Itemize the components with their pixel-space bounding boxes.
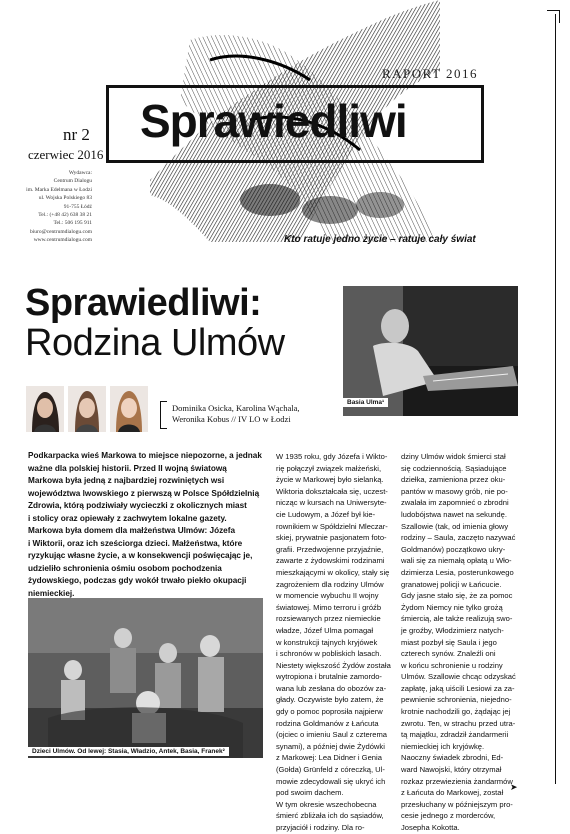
authors-line: Dominika Osicka, Karolina Wąchala, [172,403,300,413]
publisher-website[interactable]: www.centrumdialogu.com [33,237,92,244]
body-line: w końcu schronienie u rodziny [401,660,503,670]
author-portrait [110,386,148,432]
body-column-middle [276,451,393,834]
body-line: śmiercią, ale także realizują swo- [401,614,513,624]
lead-line: Markowa była jedną z najbardziej rozwiniętych wsi [28,476,225,485]
publisher-line: Tel.: (+48 42) 638 38 21 [38,212,92,219]
body-line: Gdy jasne stało się, że za pomoc [401,591,513,601]
body-line: w konstrukcji tajnych kryjówek [276,637,378,647]
article-subheadline: Rodzina Ulmów [25,322,285,364]
body-line: pewnienie schronienia, niejedno- [401,695,512,705]
issue-number: nr 2 [63,125,90,144]
body-line: dziełka, zamieniona przez oku- [401,475,506,485]
body-line: je groźby, Włodzimierz natych- [401,625,504,635]
publisher-line: Wydawca: [68,170,92,176]
body-line: Ulmów. Szallowie chcąc odzyskać [401,672,516,682]
body-line: Szallowie (tak, od imienia głowy [401,521,509,531]
body-line: cie Ludowym, a Józef był kie- [276,509,376,519]
body-line: W 1935 roku, gdy Józefa i Wikto- [276,452,388,461]
body-line: przyjaciół i rodziny. Dla ro- [276,823,365,832]
body-line: w momencie wybuchu II wojny [276,591,379,601]
body-line: Wiktoria dokształcała się, uczest- [276,486,388,496]
lead-paragraph [28,450,262,600]
body-line: ludobójstwa nawet na sekundę. [401,509,507,519]
article-headline: Sprawiedliwi: [25,282,262,324]
body-line: zwrotu. Ten, w strachu przed utra- [401,718,516,728]
lead-line: Markowa była domem dla małżeństwa Ulmów: Józefa [28,526,236,535]
body-line: (Gołda) Grünfeld z córeczką, Ul- [276,765,385,775]
body-line: rodzina Goldmanów z Łańcuta [276,718,379,728]
lead-line: żydowskiego, podczas gdy wokół trwało piekło okupacji [28,576,247,585]
body-line: W tym okresie wszechobecna [276,799,377,809]
report-label: RAPORT 2016 [382,66,479,81]
publisher-line: 91-755 Łódź [63,203,92,210]
body-line: nicząc w kursach na Uniwersyte- [276,498,387,508]
corner-crop-mark [547,10,560,23]
body-line: życie w Markowej było sielanką. [276,475,384,485]
publisher-email[interactable]: biuro@centrumdialogu.com [29,228,92,235]
body-line: rodziny – Saula, zaczęto nazywać [401,533,516,543]
body-line: głady. Oczywiste było zatem, że [276,695,384,705]
lead-line: ważne dla polskiej historii. Przed II wojną światową [28,463,227,473]
author-portrait [68,386,106,432]
body-line: władze, Józef Ulma pomagał [276,625,374,635]
body-line: zwalała im zapomnieć o zbrodni [401,498,509,508]
publisher-line: im. Marka Edelmana w Łodzi [26,186,92,193]
masthead-title: Sprawiedliwi [140,95,407,147]
body-line: z Łańcuta do Markowej, został [401,788,504,798]
body-line: cesie jednego z morderców, [401,811,496,821]
lead-line: województwa lwowskiego z pierwszą w Polsce Spółdzielnią [28,488,260,498]
body-line: Josepha Kokotta. [401,823,460,832]
lead-line: Zdrowia, którą podziwiały wycieczki z okolicznych miast [28,501,247,510]
body-line: ward Nawojski, który otrzymał [401,765,502,775]
issue-date: czerwiec 2016 [28,147,104,162]
authors-line: Weronika Kobus // IV LO w Łodzi [172,414,291,424]
publisher-line: ul. Wojska Polskiego 83 [38,195,92,202]
photo-ulma-children [28,598,263,758]
body-line: dziny Ulmów widok śmierci stał [401,452,506,461]
body-column-right [401,451,523,834]
body-line: i schronów w pobliskich lasach. [276,649,382,659]
lead-line: niemieckiej. [28,588,75,598]
body-line: Niestety większość Żydów została [276,660,391,670]
authors-credit [172,403,300,425]
body-line: (ojciec o imieniu Saul z czterema [276,730,387,740]
arrow-right-icon: ➤ [510,782,518,792]
author-portrait [26,386,64,432]
publisher-line: Centrum Dialogu [53,178,92,185]
body-line: mieszkającymi w okolicy, stały się [276,567,390,577]
body-line: przesłuchany w późniejszym pro- [401,799,513,809]
body-line: mowie zdecydowali się ukryć ich [276,776,386,786]
body-line: zawarte z żydowskimi rodzinami [276,556,385,566]
body-line: synami), a później dwie Żydówki [276,741,385,751]
body-line: gdy o pomoc poprosiła najpierw [276,707,383,717]
body-line: tą majątku, zdradził żandarmerii [401,730,509,740]
body-line: skiej, prywatnie pasjonatem foto- [276,533,387,543]
body-line: Żydom Niemcy nie tylko grożą [401,602,503,612]
lead-line: Podkarpacka wieś Markowa to miejsce niepozorne, a jednak [28,451,262,460]
page-border-line [555,14,556,784]
body-line: Goldmanów) początkowo ukry- [401,544,506,554]
body-line: dzimierza Lesia, posterunkowego [401,567,514,577]
tagline: Kto ratuje jedno życie – ratuje cały świat [284,234,476,245]
photo-basia-ulma [343,286,518,416]
lead-line: i stolicy oraz opiewały z zachwytem lokalne gazety. [28,513,227,523]
body-line: rozsiewanych przez niemieckie [276,614,381,624]
body-line: czterech synów. Znaleźli oni [401,649,496,659]
body-line: światowej. Mimo terroru i gróźb [276,602,382,612]
body-line: krotnie nachodzili go, żądając jej [401,707,511,717]
body-line: wali się za niemałą opłatą u Wło- [401,556,512,566]
body-line: śmierć zbliżała ich do sąsiadów, [276,811,384,821]
body-line: wana lub zesłana do obozów za- [276,683,387,693]
body-line: wytropiona i brutalnie zamordo- [276,672,382,682]
authors-bracket [160,401,167,429]
lead-line: udzieliło schronienia ośmiu osobom pochodzenia [28,563,222,573]
body-line: zapłatę, jaką uiścili Lesiowi za za- [401,683,515,693]
publisher-line: Tel.: 506 195 911 [53,220,92,227]
lead-line: ryzykując własne życie, a w konsekwencji poświęcając je, [28,551,253,560]
body-line: pod swoim dachem. [276,788,344,798]
body-line: rozkaz przewiezienia żandarmów [401,776,513,786]
body-line: Naoczny świadek zbrodni, Ed- [401,753,504,763]
body-line: granatowej policji w Łańcucie. [401,579,502,589]
body-line: miast pozbył się Saula i jego [401,637,497,647]
lead-line: i Wiktorii, oraz ich sześciorga dzieci. Małżeństwa, które [28,538,243,548]
body-line: rownikiem w Spółdzielni Mleczar- [276,521,388,531]
body-line: pantów w masowy grób, nie po- [401,486,508,496]
body-line: z Markowej: Lea Didner i Genia [276,753,382,763]
body-line: rię połączył związek małżeński, [276,463,382,473]
photo-caption-basia: Basia Ulma¹ [343,398,388,407]
body-line: niemieckiej ich kryjówkę. [401,741,485,751]
body-line: grafii. Przedwojenne przyjaźnie, [276,544,384,554]
photo-caption-children: Dzieci Ulmów. Od lewej: Stasia, Władzio, Antek, Basia, Franek² [28,747,229,756]
body-line: się codziennością. Sąsiadujące [401,463,507,473]
publisher-info [0,169,92,245]
body-line: zagrożeniem dla rodziny Ulmów [276,579,384,589]
